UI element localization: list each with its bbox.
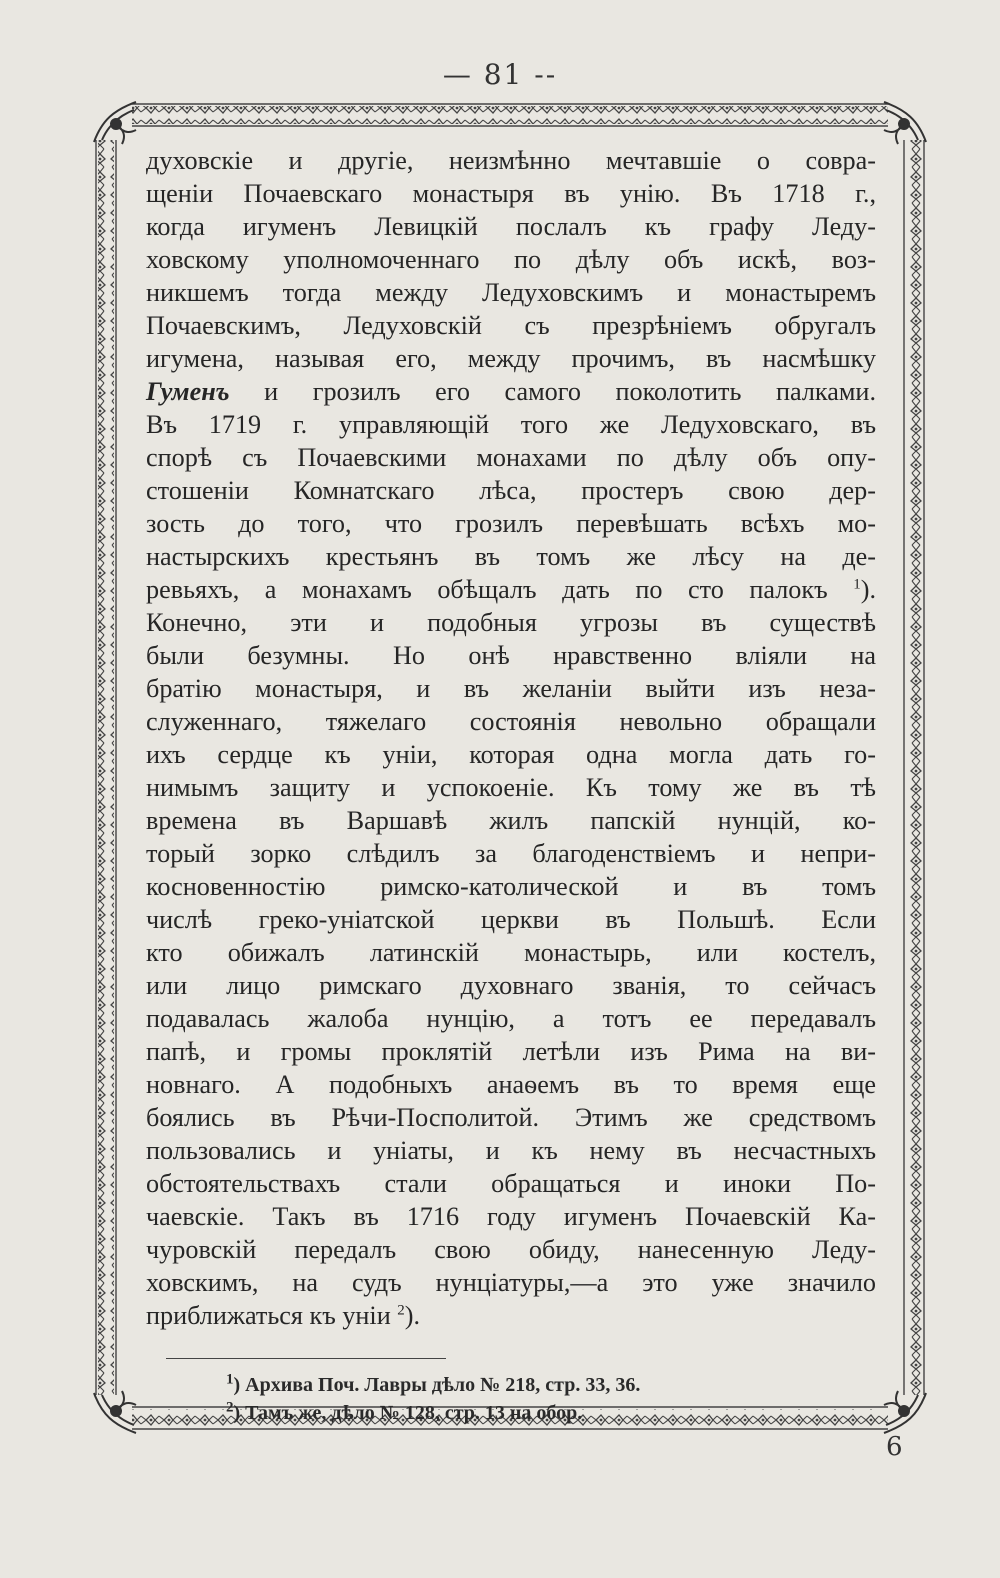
text-line: были безумны. Но онѣ нравственно вліяли на xyxy=(146,641,876,670)
text-line: зость до того, что грозилъ перевѣшать всѣхъ мо- xyxy=(146,509,876,538)
text-line: настырскихъ крестьянъ въ томъ же лѣсу на де- xyxy=(146,542,876,571)
text-line-with-ref xyxy=(146,573,876,606)
signature-mark: 6 xyxy=(886,1432,903,1462)
text-line: нимымъ защиту и успокоеніе. Къ тому же въ тѣ xyxy=(146,773,876,802)
text-line: духовскіе и другіе, неизмѣнно мечтавшіе о совра- xyxy=(146,146,876,175)
page-content xyxy=(146,144,876,1427)
footnote-text: ) Тамъ же, дѣло № 128, стр. 13 на обор. xyxy=(233,1402,583,1424)
text-line: новнаго. А подобныхъ анаѳемъ въ то время еще xyxy=(146,1070,876,1099)
text-fragment: приближаться къ уніи xyxy=(146,1301,391,1330)
text-line: папѣ, и громы проклятій летѣли изъ Рима на ви- xyxy=(146,1037,876,1066)
footnote-ref: 1 xyxy=(853,576,861,593)
text-line: ховскому уполномоченнаго по дѣлу объ искѣ, воз- xyxy=(146,245,876,274)
text-line: ховскимъ, на судъ нунціатуры,—а это уже значило xyxy=(146,1268,876,1297)
text-line: игумена, называя его, между прочимъ, въ насмѣшку xyxy=(146,344,876,373)
ref-tail: ). xyxy=(860,575,877,604)
text-line: чуровскій передалъ свою обиду, нанесенную Леду- xyxy=(146,1235,876,1264)
page-number: — 81 -- xyxy=(442,58,558,91)
text-line: Въ 1719 г. управляющій того же Ледуховскаго, въ xyxy=(146,410,876,439)
text-line-with-ref xyxy=(146,1299,876,1332)
text-line: никшемъ тогда между Ледуховскимъ и монастыремъ xyxy=(146,278,876,307)
text-line: или лицо римскаго духовнаго званія, то сейчасъ xyxy=(146,971,876,1000)
italic-word: Гуменъ xyxy=(146,377,230,406)
text-line: спорѣ съ Почаевскими монахами по дѣлу объ опу- xyxy=(146,443,876,472)
text-line: служеннаго, тяжелаго состоянія невольно обращали xyxy=(146,707,876,736)
text-line: когда игуменъ Левицкій послалъ къ графу Леду- xyxy=(146,212,876,241)
footnotes xyxy=(226,1371,876,1427)
text-line: Конечно, эти и подобныя угрозы въ существѣ xyxy=(146,608,876,637)
text-line: боялись въ Рѣчи-Посполитой. Этимъ же средствомъ xyxy=(146,1103,876,1132)
footnote-mark: 2 xyxy=(226,1399,234,1416)
footnote-mark: 1 xyxy=(226,1371,234,1388)
text-line: подавалась жалоба нунцію, а тотъ ее передавалъ xyxy=(146,1004,876,1033)
footnote xyxy=(226,1399,876,1427)
text-line: числѣ греко-уніатской церкви въ Польшѣ. Если xyxy=(146,905,876,934)
footnote-text: ) Архива Поч. Лавры дѣло № 218, стр. 33, 36. xyxy=(233,1374,641,1396)
footnote-ref: 2 xyxy=(397,1302,405,1319)
text-line: стошеніи Комнатскаго лѣса, простеръ свою дер- xyxy=(146,476,876,505)
text-line: щеніи Почаевскаго монастыря въ унію. Въ 1718 г., xyxy=(146,179,876,208)
text-line: кто обижалъ латинскій монастырь, или костелъ, xyxy=(146,938,876,967)
footnote-divider xyxy=(166,1358,446,1359)
text-line-italic xyxy=(146,375,876,408)
ornamental-frame xyxy=(92,100,928,1435)
text-line: Почаевскимъ, Ледуховскій съ презрѣніемъ обругалъ xyxy=(146,311,876,340)
text-line: времена въ Варшавѣ жилъ папскій нунцій, ко- xyxy=(146,806,876,835)
text-fragment: и грозилъ его самого поколотить палками. xyxy=(264,377,876,406)
text-line: обстоятельствахъ стали обращаться и иноки По- xyxy=(146,1169,876,1198)
ref-tail: ). xyxy=(404,1301,421,1330)
text-line: ихъ сердце къ уніи, которая одна могла дать го- xyxy=(146,740,876,769)
text-line: пользовались и уніаты, и къ нему въ несчастныхъ xyxy=(146,1136,876,1165)
text-fragment: ревьяхъ, а монахамъ обѣщалъ дать по сто палокъ xyxy=(146,575,828,604)
text-line: чаевскіе. Такъ въ 1716 году игуменъ Почаевскій Ка- xyxy=(146,1202,876,1231)
text-line: торый зорко слѣдилъ за благоденствіемъ и непри- xyxy=(146,839,876,868)
body-text xyxy=(146,144,876,1332)
text-line: братію монастыря, и въ желаніи выйти изъ неза- xyxy=(146,674,876,703)
text-line: косновенностію римско-католической и въ томъ xyxy=(146,872,876,901)
footnote xyxy=(226,1371,876,1399)
